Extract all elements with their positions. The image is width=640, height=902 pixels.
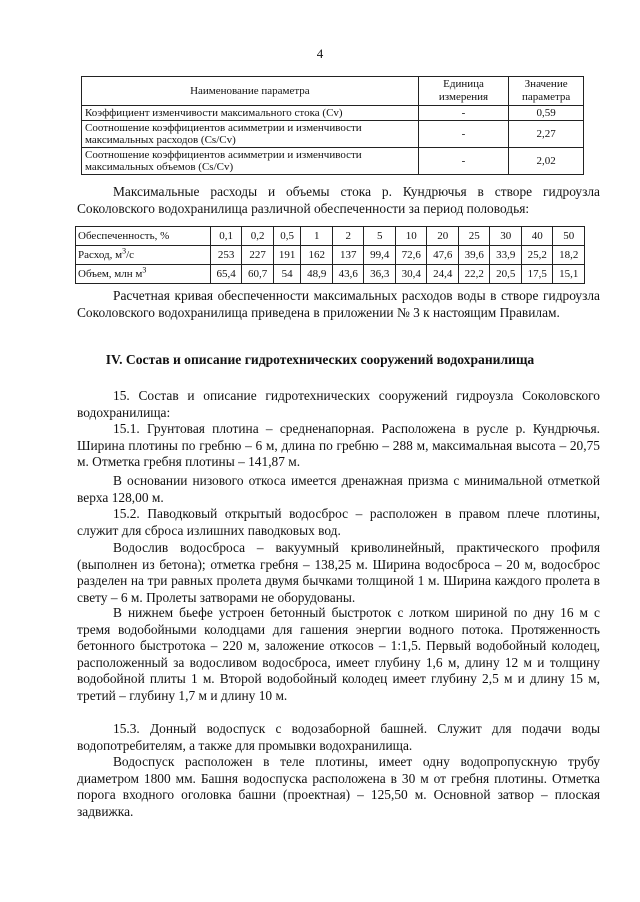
table-row <box>82 121 584 148</box>
cell: 0,2 <box>242 227 274 246</box>
paragraph: Водослив водосброса – вакуумный криволинейный, практического профиля (выполнен из бетона); отметка гребня – 138,25 м. Ширина водосброса – 20 м, водосброс разделен на три равных пролета двумя бычками толщиной 1 м. Ширина каждого пролета в свету – 6 м. Пролеты затворами не оборудованы. <box>77 540 600 605</box>
table-header-row <box>82 77 584 106</box>
param-unit: - <box>418 106 509 121</box>
param-value: 2,02 <box>509 148 584 175</box>
row-label-volume: Объем, млн $м^3$ <box>76 265 211 284</box>
paragraph: 15.2. Паводковый открытый водосброс – расположен в правом плече плотины, служит для сброса излишних паводковых вод. <box>77 506 600 538</box>
paragraph: 15.3. Донный водоспуск с водозаборной башней. Служит для подачи воды водопотребителям, а также для промывки водохранилища. <box>77 721 600 753</box>
volume-row <box>76 265 585 284</box>
param-unit: - <box>418 148 509 175</box>
cell: 24,4 <box>427 265 459 284</box>
cell: 60,7 <box>242 265 274 284</box>
cell: 40 <box>521 227 553 246</box>
header-unit: Единица измерения <box>418 77 509 106</box>
cell: 33,9 <box>490 246 522 265</box>
cell: 47,6 <box>427 246 459 265</box>
cell: 30 <box>490 227 522 246</box>
probability-row <box>76 227 585 246</box>
cell: 25,2 <box>521 246 553 265</box>
cell: 5 <box>364 227 396 246</box>
row-label-probability: Обеспеченность, % <box>76 227 211 246</box>
curve-paragraph: Расчетная кривая обеспеченности максимальных расходов воды в створе гидроузла Соколовского водохранилища приведена в приложении № 3 к настоящим Правилам. <box>77 288 600 320</box>
cell: 39,6 <box>458 246 490 265</box>
param-name: Коэффициент изменчивости максимального стока (Cv) <box>82 106 419 121</box>
cell: 20 <box>427 227 459 246</box>
cell: 15,1 <box>553 265 585 284</box>
cell: 1 <box>301 227 333 246</box>
cell: 17,5 <box>521 265 553 284</box>
intro-paragraph: Максимальные расходы и объемы стока р. Кундрючья в створе гидроузла Соколовского водохранилища различной обеспеченности за период половодья: <box>77 184 600 216</box>
cell: 43,6 <box>332 265 364 284</box>
section-heading: IV. Состав и описание гидротехнических сооружений водохранилища <box>105 352 535 367</box>
cell: 191 <box>273 246 301 265</box>
param-name: Соотношение коэффициентов асимметрии и изменчивости максимальных расходов (Cs/Cv) <box>82 121 419 148</box>
header-value: Значение параметра <box>509 77 584 106</box>
parameters-table <box>81 76 584 175</box>
paragraph: Водоспуск расположен в теле плотины, имеет одну водопропускную трубу диаметром 1800 мм. Башня водоспуска расположена в 30 м от гребня плотины. Отметка порога входного оголовка башни (проектная) – 125,50 м. Основной затвор – плоская задвижка. <box>77 754 600 819</box>
header-name: Наименование параметра <box>82 77 419 106</box>
table-row <box>82 148 584 175</box>
discharge-row <box>76 246 585 265</box>
cell: 2 <box>332 227 364 246</box>
cell: 99,4 <box>364 246 396 265</box>
cell: 22,2 <box>458 265 490 284</box>
cell: 72,6 <box>395 246 427 265</box>
cell: 137 <box>332 246 364 265</box>
cell: 227 <box>242 246 274 265</box>
cell: 253 <box>210 246 242 265</box>
cell: 162 <box>301 246 333 265</box>
param-name: Соотношение коэффициентов асимметрии и изменчивости максимальных объемов (Cs/Cv) <box>82 148 419 175</box>
cell: 20,5 <box>490 265 522 284</box>
paragraph: 15. Состав и описание гидротехнических сооружений гидроузла Соколовского водохранилища: <box>77 388 600 420</box>
cell: 50 <box>553 227 585 246</box>
paragraph: 15.1. Грунтовая плотина – средненапорная. Расположена в русле р. Кундрючья. Ширина плотины по гребню – 6 м, длина по гребню – 288 м, максимальная высота – 20,75 м. Отметка гребня плотины – 141,87 м. <box>77 421 600 470</box>
cell: 18,2 <box>553 246 585 265</box>
cell: 30,4 <box>395 265 427 284</box>
param-value: 2,27 <box>509 121 584 148</box>
cell: 48,9 <box>301 265 333 284</box>
param-unit: - <box>418 121 509 148</box>
cell: 65,4 <box>210 265 242 284</box>
page-number: 4 <box>316 46 324 61</box>
cell: 54 <box>273 265 301 284</box>
cell: 0,1 <box>210 227 242 246</box>
flow-probability-table <box>75 226 585 284</box>
paragraph: В нижнем бьефе устроен бетонный быстроток с лотком шириной по дну 16 м с тремя водобойными колодцами для гашения энергии водного потока. Протяженность бетонного быстротока – 220 м, заложение откосов – 1:1,5. Первый водобойный колодец, расположенный за водосливом водосброса, имеет глубину 1,6 м, длину 12 м и толщину водобойной плиты 1 м. Второй водобойный колодец имеет глубину 2,5 м и длину 15 м, третий – глубину 1,7 м и длину 10 м. <box>77 605 600 703</box>
cell: 10 <box>395 227 427 246</box>
paragraph: В основании низового откоса имеется дренажная призма с минимальной отметкой верха 128,00 м. <box>77 473 600 505</box>
cell: 25 <box>458 227 490 246</box>
param-value: 0,59 <box>509 106 584 121</box>
cell: 0,5 <box>273 227 301 246</box>
cell: 36,3 <box>364 265 396 284</box>
row-label-discharge: Расход, $м^3/с$ <box>76 246 211 265</box>
table-row <box>82 106 584 121</box>
